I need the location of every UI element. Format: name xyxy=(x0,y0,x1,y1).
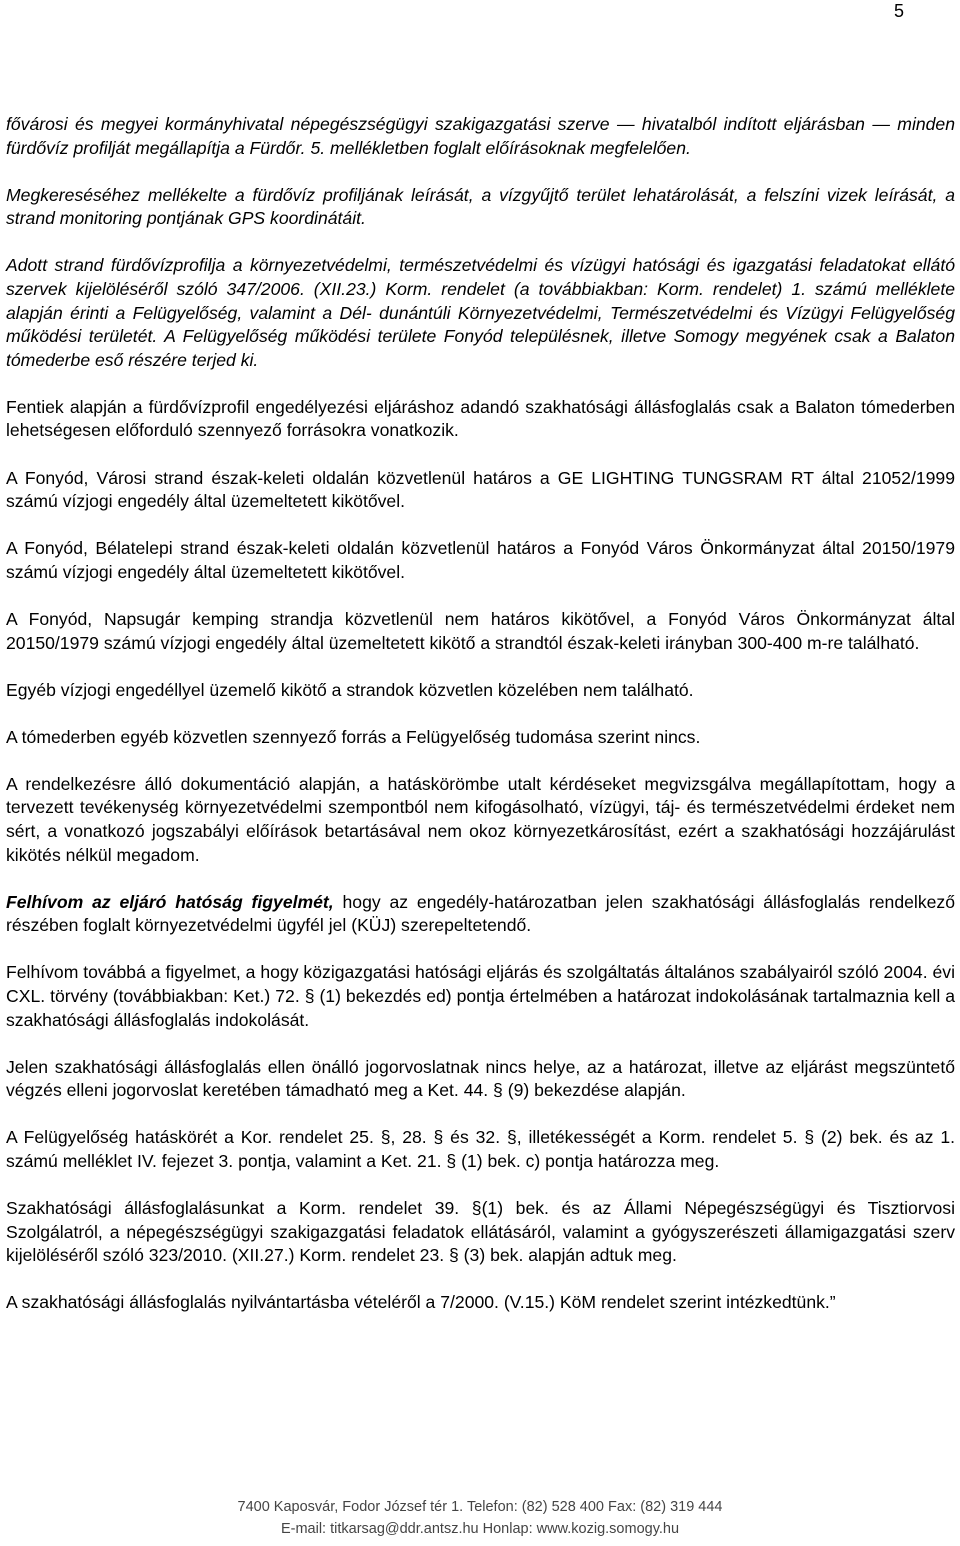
paragraph-notice-ket: Felhívom továbbá a figyelmet, a hogy közigazgatási hatósági eljárás és szolgáltatás általános szabályairól szóló 2004. évi CXL. törvény (továbbiakban: Ket.) 72. § (1) bekezdés ed) pontja értelmében a határozat indokolásának tartalmaznia kell a szakhatósági állásfoglalás indokolását. xyxy=(6,962,955,1030)
notice-text: hogy az engedély-határozatban jelen szakhatósági állásfoglalás rendelkező részében foglalt környezetvédelmi ügyfél jel (KÜJ) szerepeltetendő. xyxy=(6,891,955,936)
paragraph-napsugar-kemping: A Fonyód, Napsugár kemping strandja közvetlenül nem határos kikötővel, a Fonyód Város Önkormányzat által 20150/1979 számú vízjogi engedély által üzemeltetett kikötő a strandtól észak-keleti irányban 300-400 m-re található. xyxy=(6,608,955,653)
paragraph-legal-basis: Szakhatósági állásfoglalásunkat a Korm. rendelet 39. §(1) bek. és az Állami Népegészségügyi és Tisztiorvosi Szolgálatról, a népegészségügyi szakigazgatási feladatok ellátásáról, valamint a gyógyszerészeti államigazgatási szerv kijelöléséről szóló 323/2010. (XII.27.) Korm. rendelet 23. § (3) bek. alapján adtuk meg. xyxy=(6,1198,955,1266)
paragraph-belatelepi-strand: A Fonyód, Bélatelepi strand észak-keleti oldalán közvetlenül határos a Fonyód Város Önkormányzat által 20150/1979 számú vízjogi engedély által üzemeltetett kikötővel. xyxy=(6,538,955,582)
paragraph-other-harbours: Egyéb vízjogi engedéllyel üzemelő kikötő a strandok közvetlen közelében nem található. xyxy=(6,679,694,700)
paragraph-decision: A rendelkezésre álló dokumentáció alapján, a hatáskörömbe utalt kérdéseket megvizsgálva megállapítottam, hogy a tervezett tevékenység környezetvédelmi szempontból nem kifogásolható, vízügyi, táj- és természetvédelmi érdeket nem sért, a vonatkozó jogszabályi előírások betartásával nem okoz környezetkárosítást, ezért a szakhatósági hozzájárulást kikötés nélkül megadom. xyxy=(6,773,955,865)
page-number: 5 xyxy=(893,1,904,21)
paragraph-registration: A szakhatósági állásfoglalás nyilvántartásba vételéről a 7/2000. (V.15.) KöM rendelet szerint intézkedtünk.” xyxy=(6,1292,836,1313)
paragraph-varosi-strand: A Fonyód, Városi strand észak-keleti oldalán közvetlenül határos a GE LIGHTING TUNGSRAM RT által 21052/1999 számú vízjogi engedély által üzemeltetett kikötővel. xyxy=(6,467,955,512)
paragraph-competence: A Felügyelőség hatáskörét a Kor. rendelet 25. §, 28. § és 32. §, illetékességét a Korm. rendelet 5. § (2) bek. és az 1. számú melléklet IV. fejezet 3. pontja, valamint a Ket. 21. § (1) bek. c) pontja határozza meg. xyxy=(6,1127,955,1171)
footer-contact: E-mail: titkarsag@ddr.antsz.hu Honlap: www.kozig.somogy.hu xyxy=(280,1521,680,1537)
paragraph-proceedings: fővárosi és megyei kormányhivatal népegészségügyi szakigazgatási szerve — hivatalból indított eljárásban — minden fürdővíz profilját megállapítja a Fürdőr. 5. mellékletben foglalt előírásoknak megfelelően. xyxy=(6,114,955,158)
paragraph-jurisdiction: Adott strand fürdővízprofilja a környezetvédelmi, természetvédelmi és vízügyi hatósági és igazgatási feladatokat ellátó szervek kijelöléséről szóló 347/2006. (XII.23.) Korm. rendelet (a továbbiakban: Korm. rendelet) 1. számú melléklete alapján érinti a Felügyelőség, valamint a Dél- dunántúli Környezetvédelmi, Természetvédelmi és Vízügyi Felügyelőség működési területét. A Felügyelőség működési területe Fonyód településnek, illetve Somogy megyének csak a Balaton tómederbe eső részére terjed ki. xyxy=(6,255,955,370)
paragraph-remedy: Jelen szakhatósági állásfoglalás ellen önálló jogorvoslatnak nincs helye, az a határozat, illetve az eljárást megszüntető végzés elleni jogorvoslat keretében támadható meg a Ket. 44. § (9) bekezdése alapján. xyxy=(6,1056,955,1101)
notice-emphasis: Felhívom az eljáró hatóság figyelmét, xyxy=(6,891,334,912)
paragraph-pollution-sources: A tómederben egyéb közvetlen szennyező forrás a Felügyelőség tudomása szerint nincs. xyxy=(6,726,701,747)
document-body xyxy=(6,113,955,1315)
paragraph-notice-kuj xyxy=(6,891,955,938)
paragraph-attachments: Megkereséséhez mellékelte a fürdővíz profiljának leírását, a vízgyűjtő terület lehatárolását, a felszíni vizek leírását, a strand monitoring pontjának GPS koordinátáit. xyxy=(6,184,955,229)
footer-address: 7400 Kaposvár, Fodor József tér 1. Telefon: (82) 528 400 Fax: (82) 319 444 xyxy=(237,1499,723,1515)
paragraph-scope: Fentiek alapján a fürdővízprofil engedélyezési eljáráshoz adandó szakhatósági állásfoglalás csak a Balaton tómederben lehetségesen előforduló szennyező forrásokra vonatkozik. xyxy=(6,396,955,441)
